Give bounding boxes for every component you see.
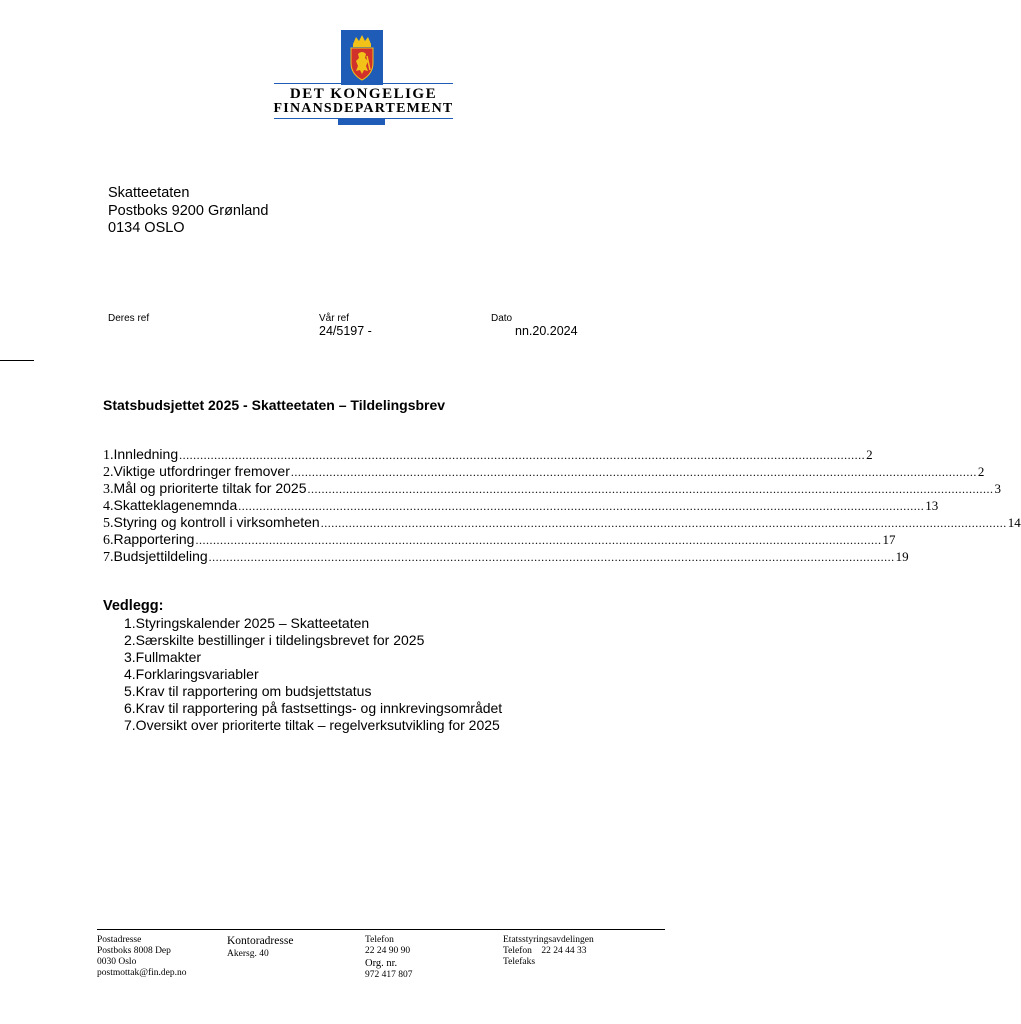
recipient-name: Skatteetaten bbox=[108, 185, 190, 201]
footer-kontor-label: Kontoradresse bbox=[227, 935, 294, 947]
attachment-item: 2.Særskilte bestillinger i tildelingsbrevet for 2025 bbox=[124, 632, 425, 648]
header-blue-stripe bbox=[338, 119, 385, 125]
attachment-item: 6.Krav til rapportering på fastsettings- og innkrevingsområdet bbox=[124, 700, 503, 716]
header-rule-top bbox=[274, 83, 453, 84]
dato-label: Dato bbox=[491, 313, 513, 324]
footer-rule bbox=[97, 929, 665, 930]
document-title: Statsbudsjettet 2025 - Skatteetaten – Tildelingsbrev bbox=[103, 397, 446, 413]
footer-telefon-value: 22 24 90 90 bbox=[365, 946, 411, 956]
toc-page: 14 bbox=[1007, 515, 1021, 530]
toc-number: 4. bbox=[103, 499, 114, 514]
attachment-item: 5.Krav til rapportering om budsjettstatus bbox=[124, 683, 372, 699]
toc-title: Skatteklagenemnda bbox=[113, 497, 238, 513]
var-ref-value: 24/5197 - bbox=[319, 324, 372, 338]
recipient-address: Postboks 9200 Grønland bbox=[108, 203, 269, 219]
toc-page: 17 bbox=[882, 532, 896, 547]
toc-title: Viktige utfordringer fremover bbox=[113, 463, 290, 479]
footer-telefon-label: Telefon bbox=[365, 935, 394, 945]
attachment-item: 1.Styringskalender 2025 – Skatteetaten bbox=[124, 615, 370, 631]
toc-item[interactable] bbox=[103, 497, 939, 514]
toc-item[interactable] bbox=[103, 463, 985, 480]
toc-page: 2 bbox=[866, 447, 873, 462]
toc-title: Rapportering bbox=[113, 531, 195, 547]
department-name-line1: DET KONGELIGE bbox=[289, 86, 438, 102]
toc-leader: .................................................................................................................................................................................................... bbox=[320, 516, 1007, 530]
footer-avdeling-telefon: Telefon 22 24 44 33 bbox=[503, 946, 587, 956]
toc-page: 3 bbox=[994, 481, 1001, 496]
toc-title: Budsjettildeling bbox=[113, 548, 208, 564]
attachment-item: 3.Fullmakter bbox=[124, 649, 202, 665]
attachment-item: 4.Forklaringsvariabler bbox=[124, 666, 259, 682]
footer-postadresse-line1: Postboks 8008 Dep bbox=[97, 946, 171, 956]
attachments-heading: Vedlegg: bbox=[103, 598, 164, 614]
toc-page: 19 bbox=[895, 549, 909, 564]
toc-number: 2. bbox=[103, 465, 114, 480]
recipient-postcode: 0134 OSLO bbox=[108, 220, 185, 236]
toc-leader: .................................................................................................................................................................................................... bbox=[179, 448, 866, 462]
toc-item[interactable] bbox=[103, 446, 873, 463]
toc-item[interactable] bbox=[103, 531, 896, 548]
toc-leader: .................................................................................................................................................................................................... bbox=[208, 550, 895, 564]
toc-item[interactable] bbox=[103, 480, 1001, 497]
toc-number: 7. bbox=[103, 550, 114, 565]
department-name-line2: FINANSDEPARTEMENT bbox=[273, 101, 454, 116]
toc-number: 5. bbox=[103, 516, 114, 531]
var-ref-label: Vår ref bbox=[319, 313, 350, 324]
footer-avdeling-label: Etatsstyringsavdelingen bbox=[503, 935, 594, 945]
footer-kontor-value: Akersg. 40 bbox=[227, 949, 269, 959]
toc-item[interactable] bbox=[103, 514, 1021, 531]
attachment-item: 7.Oversikt over prioriterte tiltak – regelverksutvikling for 2025 bbox=[124, 717, 500, 733]
toc-leader: .................................................................................................................................................................................................... bbox=[307, 482, 994, 496]
toc-leader: .................................................................................................................................................................................................... bbox=[238, 499, 925, 513]
footer-org-label: Org. nr. bbox=[365, 958, 398, 969]
footer-org-value: 972 417 807 bbox=[365, 970, 413, 980]
footer-email[interactable]: postmottak@fin.dep.no bbox=[97, 968, 187, 978]
toc-leader: .................................................................................................................................................................................................... bbox=[290, 465, 977, 479]
toc-number: 6. bbox=[103, 533, 114, 548]
coat-of-arms-logo bbox=[341, 30, 383, 85]
toc-number: 1. bbox=[103, 448, 114, 463]
deres-ref-label: Deres ref bbox=[108, 313, 150, 324]
footer-postadresse-line2: 0030 Oslo bbox=[97, 957, 137, 967]
toc-page: 2 bbox=[977, 464, 985, 479]
toc-page: 13 bbox=[925, 498, 939, 513]
toc-leader: .................................................................................................................................................................................................... bbox=[195, 533, 882, 547]
toc-title: Styring og kontroll i virksomheten bbox=[113, 514, 320, 530]
toc-title: Mål og prioriterte tiltak for 2025 bbox=[113, 480, 307, 496]
fold-mark bbox=[0, 360, 34, 361]
toc-title: Innledning bbox=[113, 446, 179, 462]
toc-number: 3. bbox=[103, 482, 114, 497]
dato-value: nn.20.2024 bbox=[515, 324, 578, 338]
toc-item[interactable] bbox=[103, 548, 909, 565]
footer-avdeling-telefaks: Telefaks bbox=[503, 957, 536, 967]
footer-postadresse-label: Postadresse bbox=[97, 935, 142, 945]
